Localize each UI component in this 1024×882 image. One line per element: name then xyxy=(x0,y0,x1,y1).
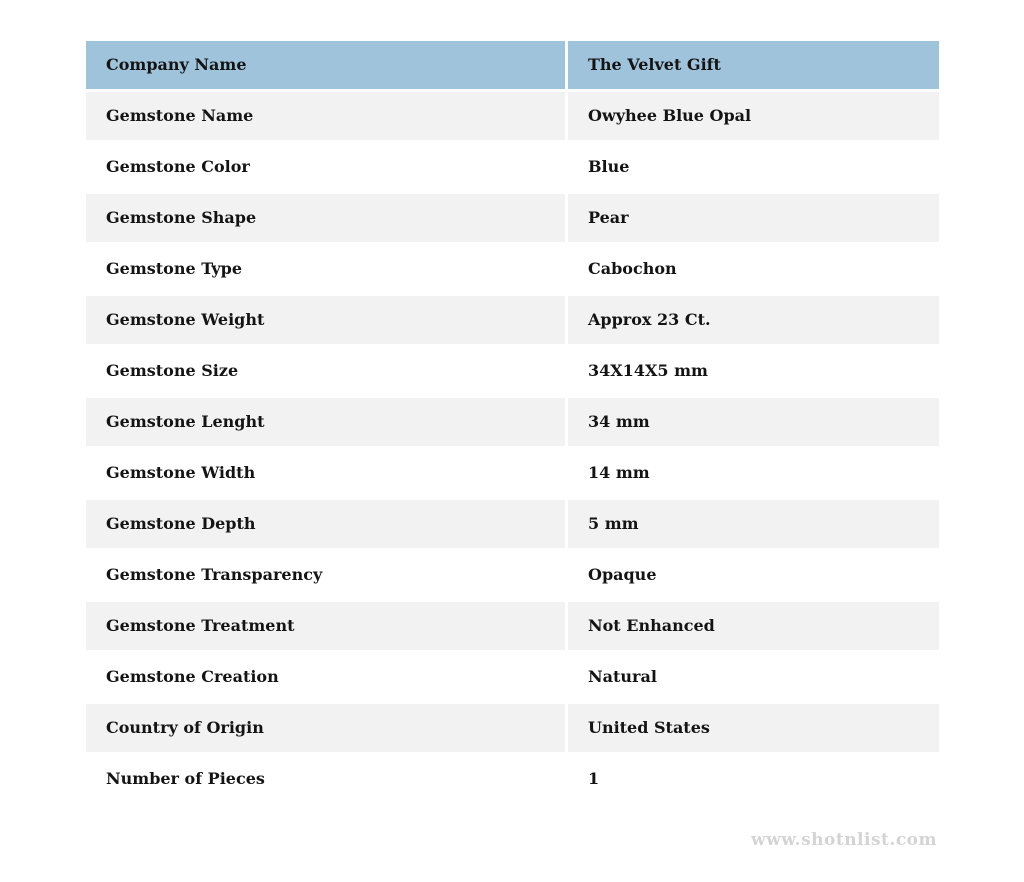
gemstone-spec-table xyxy=(83,38,942,806)
table-row xyxy=(86,398,939,446)
row-label: Gemstone Transparency xyxy=(86,551,565,599)
row-value: 14 mm xyxy=(568,449,939,497)
row-label: Gemstone Depth xyxy=(86,500,565,548)
row-value: 5 mm xyxy=(568,500,939,548)
row-label: Gemstone Size xyxy=(86,347,565,395)
table-row xyxy=(86,755,939,803)
row-value: United States xyxy=(568,704,939,752)
row-label: Gemstone Weight xyxy=(86,296,565,344)
table-row xyxy=(86,194,939,242)
row-value: 34X14X5 mm xyxy=(568,347,939,395)
row-label: Country of Origin xyxy=(86,704,565,752)
row-value: 1 xyxy=(568,755,939,803)
row-value: Pear xyxy=(568,194,939,242)
row-label: Gemstone Lenght xyxy=(86,398,565,446)
row-label: Gemstone Creation xyxy=(86,653,565,701)
table-header-row xyxy=(86,41,939,89)
table-row xyxy=(86,92,939,140)
row-value: Owyhee Blue Opal xyxy=(568,92,939,140)
table-row xyxy=(86,653,939,701)
table-row xyxy=(86,245,939,293)
table-row xyxy=(86,500,939,548)
row-label: Gemstone Color xyxy=(86,143,565,191)
header-value-cell: The Velvet Gift xyxy=(568,41,939,89)
row-value: Cabochon xyxy=(568,245,939,293)
header-label-cell: Company Name xyxy=(86,41,565,89)
table-row xyxy=(86,704,939,752)
row-label: Gemstone Type xyxy=(86,245,565,293)
row-label: Number of Pieces xyxy=(86,755,565,803)
table-row xyxy=(86,449,939,497)
table-row xyxy=(86,347,939,395)
row-label: Gemstone Name xyxy=(86,92,565,140)
table-row xyxy=(86,551,939,599)
row-value: 34 mm xyxy=(568,398,939,446)
table-row xyxy=(86,602,939,650)
row-value: Natural xyxy=(568,653,939,701)
row-value: Blue xyxy=(568,143,939,191)
row-label: Gemstone Shape xyxy=(86,194,565,242)
table-row xyxy=(86,296,939,344)
row-label: Gemstone Treatment xyxy=(86,602,565,650)
table-row xyxy=(86,143,939,191)
row-label: Gemstone Width xyxy=(86,449,565,497)
row-value: Opaque xyxy=(568,551,939,599)
row-value: Not Enhanced xyxy=(568,602,939,650)
row-value: Approx 23 Ct. xyxy=(568,296,939,344)
watermark-text: www.shotnlist.com xyxy=(750,830,937,850)
